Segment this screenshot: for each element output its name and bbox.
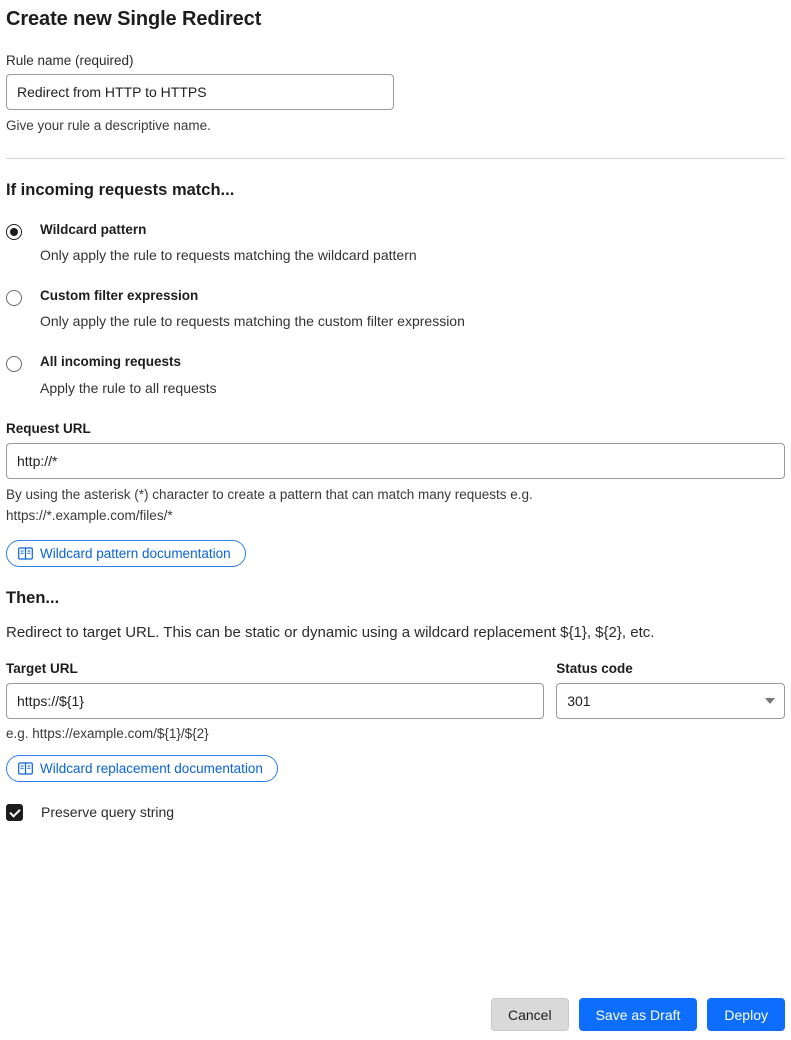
- radio-option-wildcard-pattern[interactable]: [6, 222, 785, 264]
- request-url-help-line2: https://*.example.com/files/*: [6, 508, 173, 524]
- radio-indicator-custom-filter-expression[interactable]: [6, 290, 22, 306]
- book-icon: [18, 762, 33, 775]
- match-section-heading: If incoming requests match...: [6, 180, 235, 199]
- radio-indicator-all-incoming-requests[interactable]: [6, 356, 22, 372]
- radio-desc-all-incoming-requests: Apply the rule to all requests: [40, 379, 217, 396]
- radio-desc-wildcard-pattern: Only apply the rule to requests matching the wildcard pattern: [40, 246, 417, 263]
- target-url-field: [6, 661, 544, 719]
- status-code-label: Status code: [556, 660, 633, 676]
- page-title: Create new Single Redirect: [6, 8, 262, 30]
- radio-title-wildcard-pattern: Wildcard pattern: [40, 221, 147, 237]
- match-radio-group: [6, 222, 785, 397]
- radio-option-custom-filter-expression[interactable]: [6, 288, 785, 330]
- form-actions: [491, 998, 785, 1031]
- then-section-heading: Then...: [6, 588, 60, 607]
- then-section-description: Redirect to target URL. This can be static or dynamic using a wildcard replacement ${1}, ${2}, etc.: [6, 623, 655, 641]
- preserve-query-string-row[interactable]: [6, 804, 785, 821]
- preserve-query-string-checkbox[interactable]: [6, 804, 23, 821]
- status-code-field: [556, 661, 785, 719]
- wildcard-pattern-documentation-label: Wildcard pattern documentation: [40, 545, 231, 561]
- target-url-input[interactable]: [6, 683, 544, 719]
- request-url-help-line1: By using the asterisk (*) character to create a pattern that can match many requests e.g.: [6, 486, 533, 502]
- section-divider: [6, 158, 785, 159]
- wildcard-replacement-documentation-link[interactable]: [6, 755, 278, 782]
- book-icon: [18, 547, 33, 560]
- radio-desc-custom-filter-expression: Only apply the rule to requests matching the custom filter expression: [40, 313, 465, 330]
- wildcard-replacement-documentation-label: Wildcard replacement documentation: [40, 760, 263, 776]
- deploy-button[interactable]: Deploy: [707, 998, 785, 1031]
- target-url-help: e.g. https://example.com/${1}/${2}: [6, 725, 209, 741]
- radio-title-all-incoming-requests: All incoming requests: [40, 354, 182, 370]
- wildcard-pattern-documentation-link[interactable]: [6, 540, 246, 567]
- radio-indicator-wildcard-pattern[interactable]: [6, 224, 22, 240]
- status-code-select[interactable]: [556, 683, 785, 719]
- rule-name-label: Rule name (required): [6, 53, 134, 68]
- save-as-draft-button[interactable]: Save as Draft: [579, 998, 698, 1031]
- rule-name-input[interactable]: [6, 74, 394, 110]
- radio-title-custom-filter-expression: Custom filter expression: [40, 287, 199, 303]
- rule-name-help: Give your rule a descriptive name.: [6, 118, 211, 133]
- request-url-input[interactable]: [6, 443, 785, 479]
- target-url-label: Target URL: [6, 660, 78, 676]
- radio-option-all-incoming-requests[interactable]: [6, 354, 785, 396]
- cancel-button[interactable]: Cancel: [491, 998, 569, 1031]
- preserve-query-string-label: Preserve query string: [41, 804, 175, 821]
- single-redirect-form: [0, 8, 791, 1040]
- request-url-label: Request URL: [6, 420, 91, 436]
- then-fields-row: [6, 661, 785, 719]
